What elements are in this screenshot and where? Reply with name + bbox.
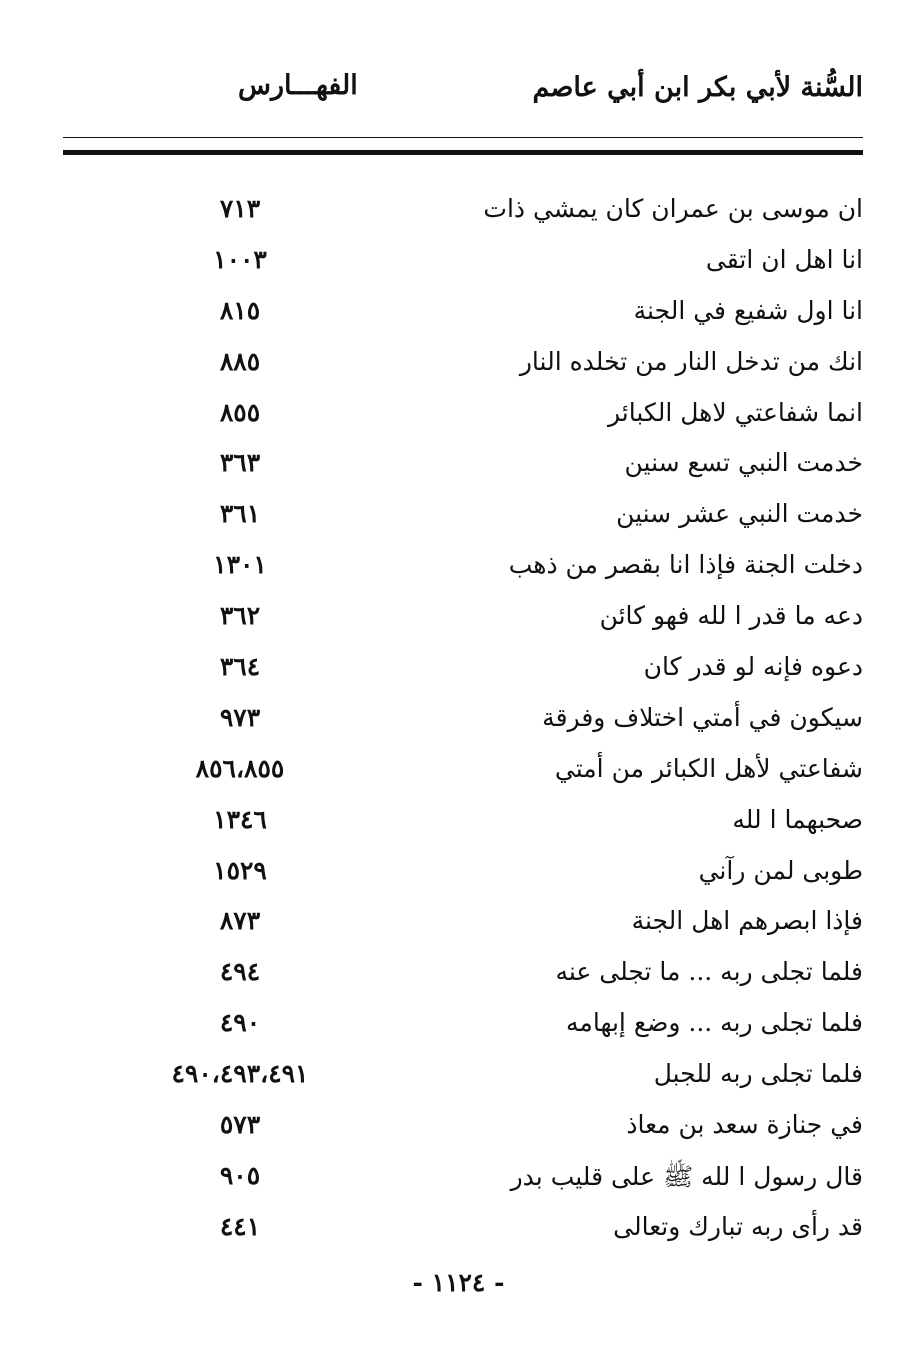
- entry-reference-number: ٣٦٢: [219, 601, 261, 631]
- entry-text: شفاعتي لأهل الكبائر من أمتي: [554, 753, 863, 783]
- entry-reference-number: ٤٩٠: [219, 1008, 261, 1038]
- index-entry: [60, 1153, 863, 1204]
- entry-text: ان موسى بن عمران كان يمشي ذات: [483, 194, 863, 223]
- entry-text: انما شفاعتي لاهل الكبائر: [608, 397, 863, 427]
- entry-reference-number: ٤٤١: [219, 1211, 261, 1241]
- entry-reference-number: ٨٨٥: [219, 346, 261, 376]
- entry-text: سيكون في أمتي اختلاف وفرقة: [542, 702, 863, 732]
- index-entry: [60, 1204, 863, 1255]
- entry-text: صحبهما ا لله: [732, 804, 863, 834]
- entry-reference-number: ٩٧٣: [219, 702, 261, 732]
- index-entry: [60, 797, 863, 848]
- entry-reference-number: ١٥٢٩: [213, 855, 267, 885]
- entry-reference-number: ٩٠٥: [219, 1160, 261, 1190]
- index-list: [60, 186, 863, 1255]
- entry-reference-number: ٥٧٣: [219, 1110, 261, 1140]
- entry-reference-number: ٧١٣: [219, 194, 261, 223]
- entry-text: فلما تجلى ربه ... وضع إبهامه: [566, 1008, 863, 1038]
- index-entry: [60, 237, 863, 288]
- index-entry: [60, 288, 863, 339]
- entry-text: خدمت النبي عشر سنين: [616, 499, 863, 529]
- index-entry: [60, 746, 863, 797]
- running-header: [60, 64, 863, 114]
- book-title: السُّنة لأبي بكر ابن أبي عاصم: [532, 72, 863, 103]
- entry-text: فلما تجلى ربه للجبل: [653, 1059, 863, 1089]
- entry-text: انا اول شفيع في الجنة: [633, 295, 863, 325]
- entry-text: انك من تدخل النار من تخلده النار: [519, 346, 863, 376]
- index-entry: [60, 1102, 863, 1153]
- entry-reference-number: ٣٦٣: [219, 448, 261, 478]
- entry-text: خدمت النبي تسع سنين: [624, 448, 863, 478]
- entry-reference-number: ٨٥٦،٨٥٥: [195, 753, 285, 783]
- index-entry: [60, 186, 863, 237]
- entry-text: فإذا ابصرهم اهل الجنة: [631, 906, 863, 936]
- index-entry: [60, 898, 863, 949]
- entry-reference-number: ٨٥٥: [219, 397, 261, 427]
- index-entry: [60, 1000, 863, 1051]
- entry-text: قال رسول ا لله ﷺ على قليب بدر: [510, 1161, 863, 1191]
- index-entry: [60, 848, 863, 899]
- entry-text: انا اهل ان اتقى: [705, 244, 863, 274]
- section-title: الفهـــارس: [238, 70, 358, 101]
- entry-text: في جنازة سعد بن معاذ: [626, 1110, 863, 1140]
- header-rule-thin: [63, 137, 863, 138]
- entry-reference-number: ٣٦١: [219, 499, 261, 529]
- entry-reference-number: ٨١٥: [219, 295, 261, 325]
- index-entry: [60, 390, 863, 441]
- header-rule-thick: [63, 150, 863, 155]
- entry-reference-number: ١٠٠٣: [213, 244, 267, 274]
- index-entry: [60, 491, 863, 542]
- entry-text: قد رأى ربه تبارك وتعالى: [613, 1211, 863, 1241]
- entry-text: طوبى لمن رآني: [698, 855, 863, 885]
- entry-reference-number: ٣٦٤: [219, 652, 261, 682]
- entry-reference-number: ١٣٠١: [213, 550, 267, 580]
- index-entry: [60, 542, 863, 593]
- entry-text: دخلت الجنة فإذا انا بقصر من ذهب: [508, 550, 863, 580]
- index-entry: [60, 695, 863, 746]
- entry-reference-number: ١٣٤٦: [213, 804, 267, 834]
- index-entry: [60, 949, 863, 1000]
- entry-reference-number: ٤٩٠،٤٩٣،٤٩١: [171, 1059, 309, 1089]
- index-entry: [60, 1051, 863, 1102]
- entry-text: دعه ما قدر ا لله فهو كائن: [599, 601, 863, 631]
- index-entry: [60, 339, 863, 390]
- index-entry: [60, 593, 863, 644]
- entry-reference-number: ٨٧٣: [219, 906, 261, 936]
- entry-text: دعوه فإنه لو قدر كان: [643, 652, 863, 682]
- index-entry: [60, 644, 863, 695]
- index-entry: [60, 440, 863, 491]
- page-number: - ١١٢٤ -: [412, 1268, 505, 1297]
- entry-reference-number: ٤٩٤: [219, 957, 261, 987]
- entry-text: فلما تجلى ربه ... ما تجلى عنه: [555, 957, 863, 987]
